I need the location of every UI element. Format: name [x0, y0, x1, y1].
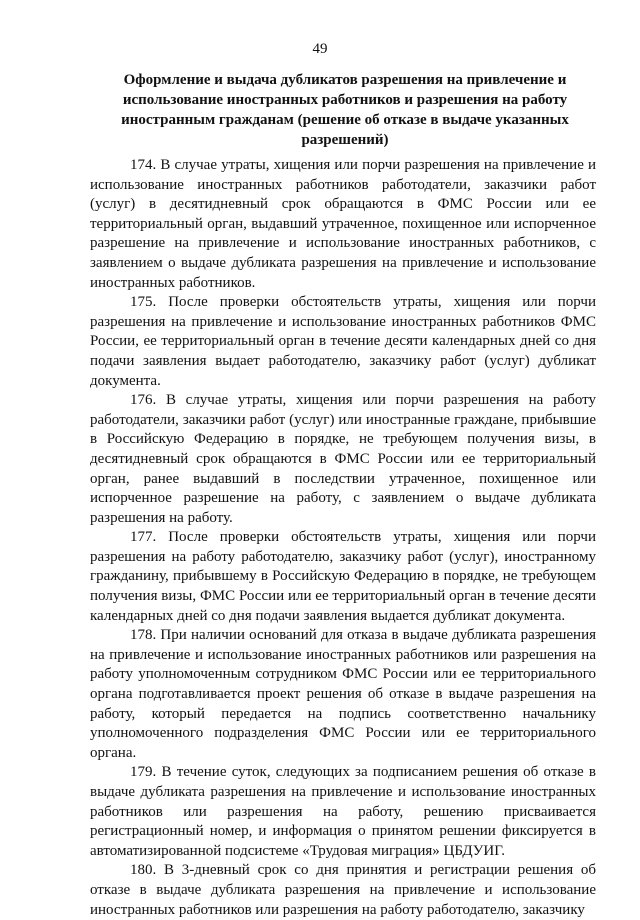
paragraph-180: 180. В 3-дневный срок со дня принятия и регистрации решения об отказе в выдаче дубликата разрешения на привлечение и использование иностранных работников или разрешения на работу работодателю, заказчику [90, 862, 596, 918]
paragraph-175: 175. После проверки обстоятельств утраты, хищения или порчи разрешения на привлечение и использование иностранных работников ФМС России, ее территориальный орган в течение десяти календарных дней со дня подачи заявления выдает работодателю, заказчику работ (услуг) дубликат документа. [90, 294, 596, 389]
section-heading: Оформление и выдача дубликатов разрешения на привлечение и использование иностранных работников и разрешения на работу иностранным гражданам (решение об отказе в выдаче указанных разрешений) [121, 72, 569, 148]
paragraph-179: 179. В течение суток, следующих за подписанием решения об отказе в выдаче дубликата разрешения на привлечение и использование иностранных работников или разрешения на работу, решению присваивается регистрационный номер, и информация о принятом решении фиксируется в автоматизированной подсистеме «Трудовая миграция» ЦБДУИГ. [90, 764, 596, 859]
paragraph-174: 174. В случае утраты, хищения или порчи разрешения на привлечение и использование иностранных работников работодатели, заказчики работ (услуг) в десятидневный срок обращаются в ФМС России или ее территориальный орган, выдавший утраченное, похищенное или испорченное разрешение на привлечение и использование иностранных работников, с заявлением о выдаче дубликата разрешения на привлечение и использование иностранных работников. [90, 157, 596, 291]
paragraph-176: 176. В случае утраты, хищения или порчи разрешения на работу работодатели, заказчики работ (услуг) или иностранные граждане, прибывшие в Российскую Федерацию в порядке, не требующем получения визы, в десятидневный срок обращаются в ФМС России или ее территориальный орган, ранее выдавший в последствии утраченное, похищенное или испорченное разрешение на работу, с заявлением о выдаче дубликата разрешения на работу. [90, 392, 596, 526]
paragraph-178: 178. При наличии оснований для отказа в выдаче дубликата разрешения на привлечение и использование иностранных работников или разрешения на работу уполномоченным сотрудником ФМС России или ее территориального органа подготавливается проект решения об отказе в выдаче разрешения на работу, который передается на подпись соответственно начальнику уполномоченного подразделения ФМС России или ее территориального органа. [90, 627, 596, 761]
document-body [90, 156, 596, 920]
paragraph-177: 177. После проверки обстоятельств утраты, хищения или порчи разрешения на работу работодателю, заказчику работ (услуг), иностранному гражданину, прибывшему в Российскую Федерацию в порядке, не требующем получения визы, ФМС России или ее территориальный орган в течение десяти календарных дней со дня подачи заявления выдается дубликат документа. [90, 529, 596, 624]
page-number: 49 [312, 41, 328, 57]
